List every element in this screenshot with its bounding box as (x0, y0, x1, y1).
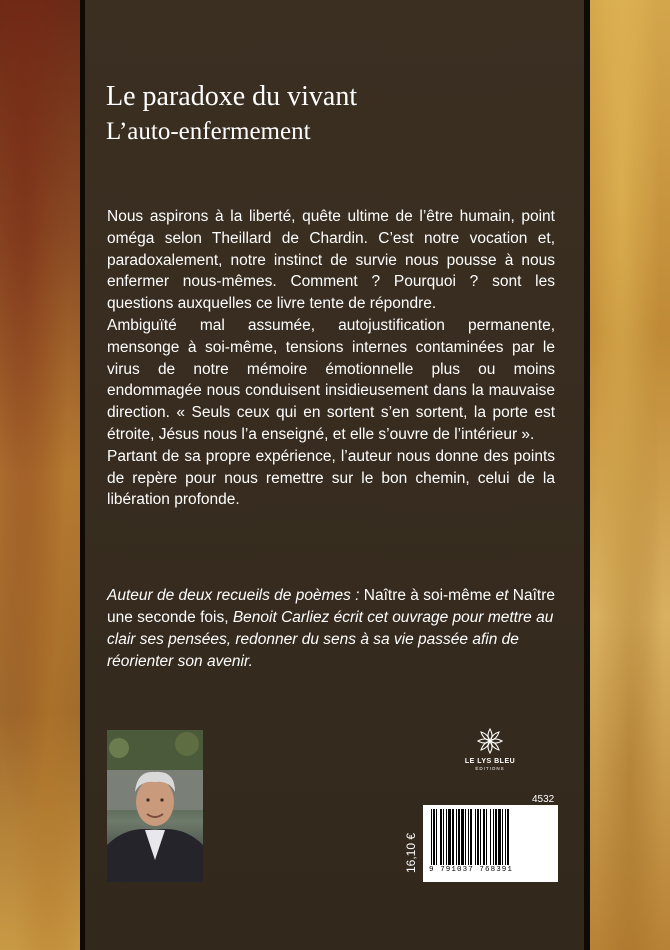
left-decorative-background (0, 0, 80, 950)
barcode-bar (443, 809, 444, 865)
barcode-bar (468, 809, 469, 865)
synopsis (107, 206, 555, 511)
book-reference: Naître une seconde fois, (107, 587, 556, 626)
synopsis-paragraph: Ambiguïté mal assumée, autojustification permanente, mensonge à soi-même, tensions internes contaminées par le virus de notre mémoire émotionnelle plus ou moins endommagée nous conduisent insidieusement dans la mauvaise direction. « Seuls ceux qui en sortent s’en sortent, la porte est étroite, Jésus nous l’a enseigné, et elle s’ouvre de l’intérieur ». (107, 316, 555, 443)
barcode-bar (436, 809, 437, 865)
book-reference: Naître à soi-même (363, 587, 492, 604)
barcode-bar (440, 809, 442, 865)
price-text: 16,10 € (404, 832, 418, 873)
barcode-bar (446, 809, 447, 865)
barcode-bar (486, 809, 487, 865)
isbn-number: 9 791037 768391 (429, 866, 514, 874)
barcode-bar (433, 809, 435, 865)
synopsis-paragraph: Partant de sa propre expérience, l’auteur nous donne des points de repère pour nous remettre sur le bon chemin, celui de la libération profonde. (107, 447, 555, 509)
author-note (107, 585, 555, 673)
barcode-bar (505, 809, 506, 865)
barcode-bar (507, 809, 509, 865)
author-note-part: et (491, 587, 513, 604)
panel-right-border (584, 0, 590, 950)
author-note-part: Benoit Carliez écrit cet ouvrage pour mettre au clair ses pensées, redonner du sens à sa vie passée afin de réorienter son avenir. (107, 609, 554, 670)
author-portrait-image (107, 730, 203, 882)
barcode-bar (502, 809, 503, 865)
lily-flower-icon (475, 726, 505, 756)
right-decorative-background (590, 0, 670, 950)
product-code: 4532 (532, 794, 555, 805)
barcode-bar (448, 809, 451, 865)
book-title: Le paradoxe du vivant (106, 81, 358, 112)
barcode-bar (458, 809, 460, 865)
barcode-bars (431, 809, 551, 865)
publisher-subtitle: ÉDITIONS (475, 766, 505, 771)
barcode-bar (456, 809, 457, 865)
barcode-bar (493, 809, 494, 865)
author-photo (107, 730, 203, 882)
barcode-bar (465, 809, 466, 865)
author-note-part: Auteur de deux recueils de poèmes : (107, 587, 364, 604)
synopsis-paragraph: Nous aspirons à la liberté, quête ultime de l’être humain, point oméga selon Theillard de Chardin. C’est notre vocation et, paradoxalement, notre instinct de survie nous pousse à nous enfermer nous-mêmes. Comment ? Pourquoi ? sont les questions auxquelles ce livre tente de répondre. (107, 208, 555, 313)
barcode-bar (461, 809, 464, 865)
barcode-bar (477, 809, 479, 865)
barcode-bar (498, 809, 501, 865)
barcode-bar (475, 809, 476, 865)
barcode-bar (431, 809, 432, 865)
barcode-bar (480, 809, 481, 865)
price-label (400, 825, 420, 875)
book-subtitle: L’auto-enfermement (106, 118, 311, 145)
barcode-bar (495, 809, 497, 865)
isbn-barcode (423, 805, 558, 882)
publisher-name: LE LYS BLEU (464, 758, 516, 765)
barcode-bar (452, 809, 454, 865)
barcode-bar (470, 809, 472, 865)
barcode-bar (483, 809, 485, 865)
publisher-logo (450, 726, 530, 786)
barcode-bar (490, 809, 491, 865)
